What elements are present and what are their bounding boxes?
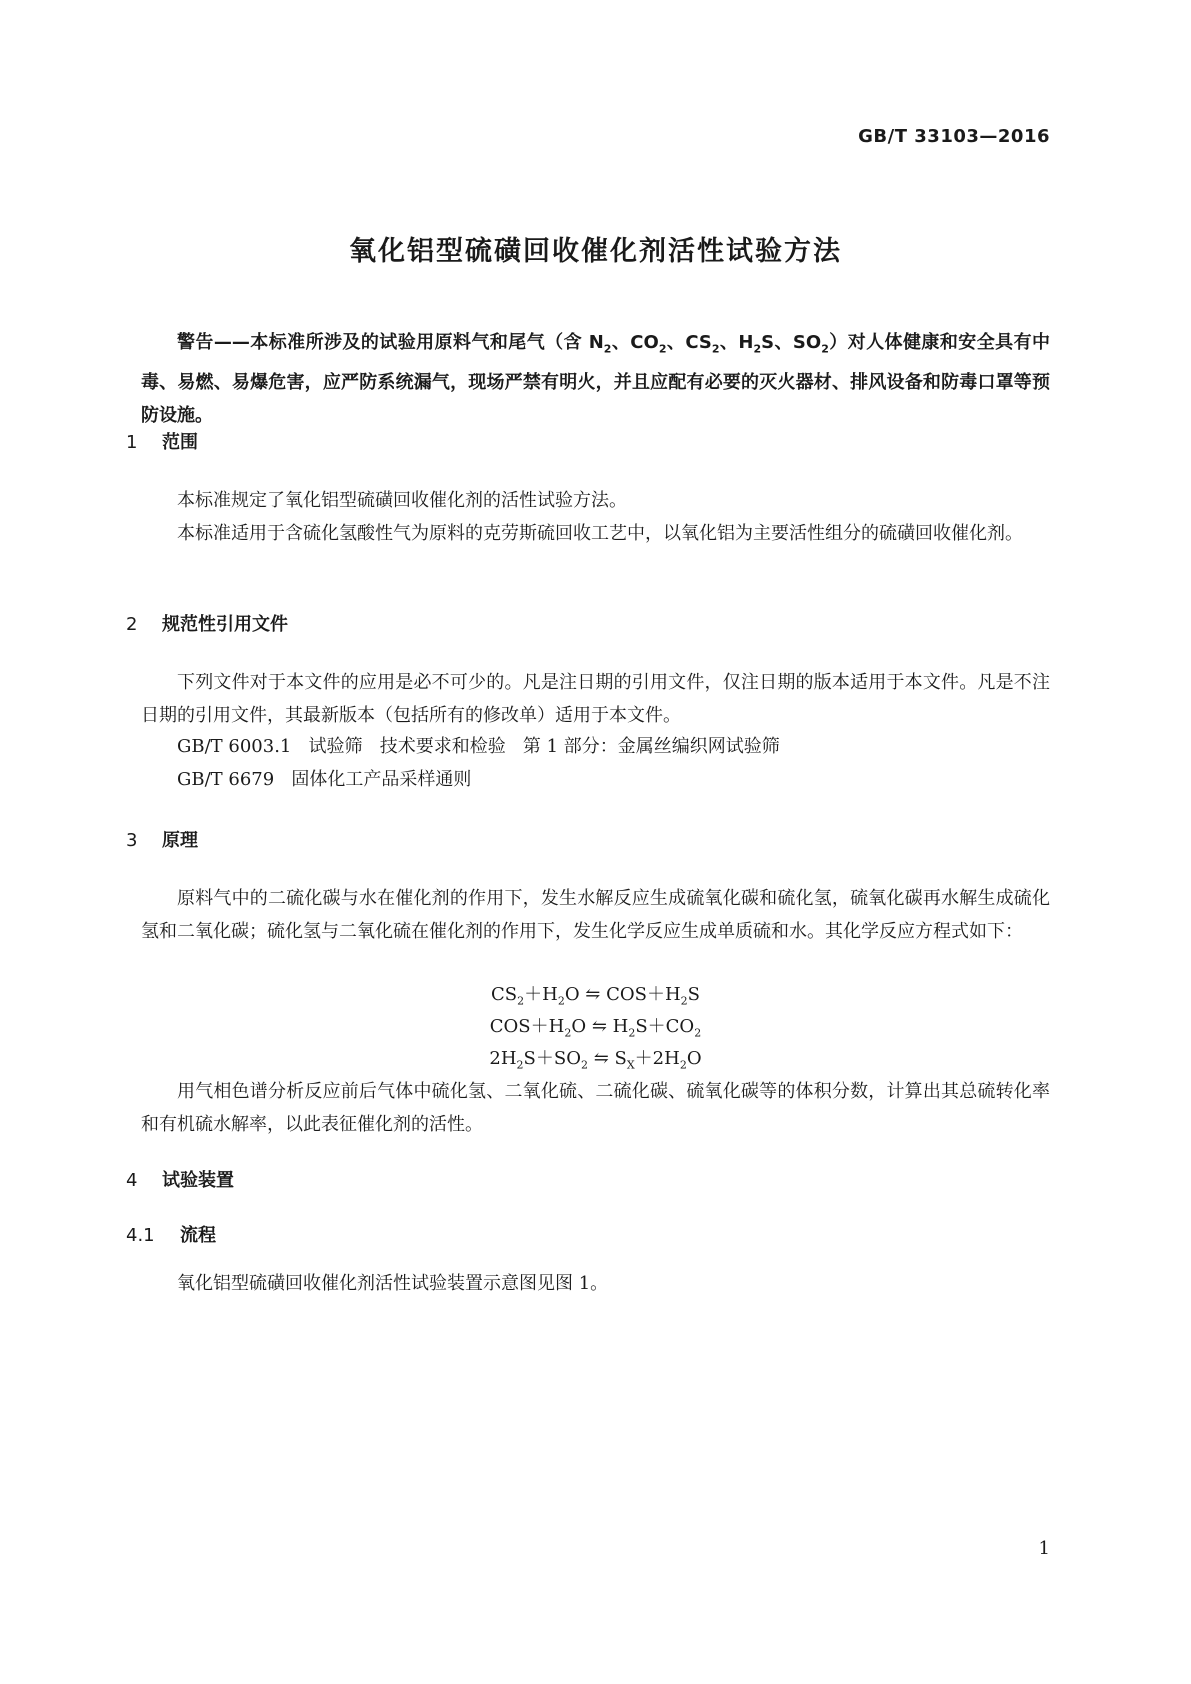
- standard-number: GB/T 33103—2016: [858, 126, 1050, 147]
- subscript: 2: [753, 342, 762, 356]
- warning-text: 、CS: [666, 332, 712, 353]
- eq-text: O ⇋ COS＋H: [564, 984, 681, 1005]
- chemical-equation-3: [0, 1044, 1191, 1072]
- paragraph: 本标准适用于含硫化氢酸性气为原料的克劳斯硫回收工艺中，以氧化铝为主要活性组分的硫磺回收催化剂。: [177, 523, 1023, 544]
- section-title: 原理: [162, 830, 198, 851]
- section-number: 2: [126, 614, 138, 635]
- paragraph: 本标准规定了氧化铝型硫磺回收催化剂的活性试验方法。: [177, 490, 627, 511]
- eq-text: O ⇋ H: [571, 1016, 629, 1037]
- eq-text: ＋H: [524, 984, 558, 1005]
- warning-text: S、SO: [761, 332, 822, 353]
- subscript: 2: [557, 994, 565, 1008]
- subscript: 2: [680, 994, 688, 1008]
- section-heading-4: [126, 1166, 234, 1192]
- subscript: 2: [821, 342, 829, 356]
- section-heading-2: [126, 610, 288, 636]
- warning-text: 、CO: [611, 332, 659, 353]
- subscript: 2: [517, 994, 525, 1008]
- subsection-title: 流程: [180, 1225, 216, 1246]
- section-title: 范围: [162, 432, 198, 453]
- section-heading-1: [126, 428, 198, 454]
- subscript: 2: [711, 342, 720, 356]
- normative-reference: GB/T 6003.1 试验筛 技术要求和检验 第 1 部分：金属丝编织网试验筛: [177, 736, 780, 757]
- warning-prefix: 警告——本标准所涉及的试验用原料气和尾气（含 N: [177, 332, 604, 353]
- subscript: 2: [516, 1058, 524, 1072]
- paragraph: 下列文件对于本文件的应用是必不可少的。凡是注日期的引用文件，仅注日期的版本适用于本文件。凡是不注日期的引用文件，其最新版本（包括所有的修改单）适用于本文件。: [141, 672, 1050, 726]
- subsection-heading-4-1: [126, 1221, 216, 1247]
- paragraph: 氧化铝型硫磺回收催化剂活性试验装置示意图见图 1。: [177, 1273, 609, 1294]
- page-number: 1: [1038, 1538, 1050, 1559]
- eq-text: COS＋H: [489, 1016, 565, 1037]
- subscript: X: [626, 1058, 635, 1072]
- chemical-equation-1: [0, 980, 1191, 1008]
- subscript: 2: [679, 1058, 687, 1072]
- eq-text: CS: [491, 984, 518, 1005]
- eq-text: 2H: [489, 1048, 517, 1069]
- subscript: 2: [564, 1026, 572, 1040]
- eq-text: S: [687, 984, 700, 1005]
- warning-text: ）对人体健康和安全具有中毒、易燃、易爆危害，应严防系统漏气，现场严禁有明火，并且应配有必要的灭火器材、排风设备和防毒口罩等预防设施。: [141, 332, 1050, 426]
- document-title: 氧化铝型硫磺回收催化剂活性试验方法: [349, 236, 842, 267]
- subscript: 2: [580, 1058, 588, 1072]
- eq-text: ＋2H: [634, 1048, 680, 1069]
- chemical-equation-2: [0, 1012, 1191, 1040]
- paragraph: 用气相色谱分析反应前后气体中硫化氢、二氧化硫、二硫化碳、硫氧化碳等的体积分数，计算出其总硫转化率和有机硫水解率，以此表征催化剂的活性。: [141, 1081, 1050, 1135]
- warning-text: 、H: [719, 332, 754, 353]
- subscript: 2: [658, 342, 667, 356]
- subsection-number: 4.1: [126, 1225, 155, 1246]
- eq-text: O: [686, 1048, 702, 1069]
- section-number: 3: [126, 830, 138, 851]
- section-number: 4: [126, 1170, 138, 1191]
- warning-paragraph: [141, 326, 1050, 432]
- subscript: 2: [603, 342, 612, 356]
- eq-text: S＋CO: [635, 1016, 695, 1037]
- section-heading-3: [126, 826, 198, 852]
- paragraph: 原料气中的二硫化碳与水在催化剂的作用下，发生水解反应生成硫氧化碳和硫化氢，硫氧化碳再水解生成硫化氢和二氧化碳；硫化氢与二氧化硫在催化剂的作用下，发生化学反应生成单质硫和水。其化学反应方程式如下：: [141, 888, 1050, 942]
- subscript: 2: [694, 1026, 702, 1040]
- section-title: 试验装置: [162, 1170, 234, 1191]
- eq-text: ⇋ S: [587, 1048, 627, 1069]
- section-number: 1: [126, 432, 138, 453]
- normative-reference: GB/T 6679 固体化工产品采样通则: [177, 769, 472, 790]
- section-title: 规范性引用文件: [162, 614, 288, 635]
- subscript: 2: [628, 1026, 636, 1040]
- eq-text: S＋SO: [523, 1048, 581, 1069]
